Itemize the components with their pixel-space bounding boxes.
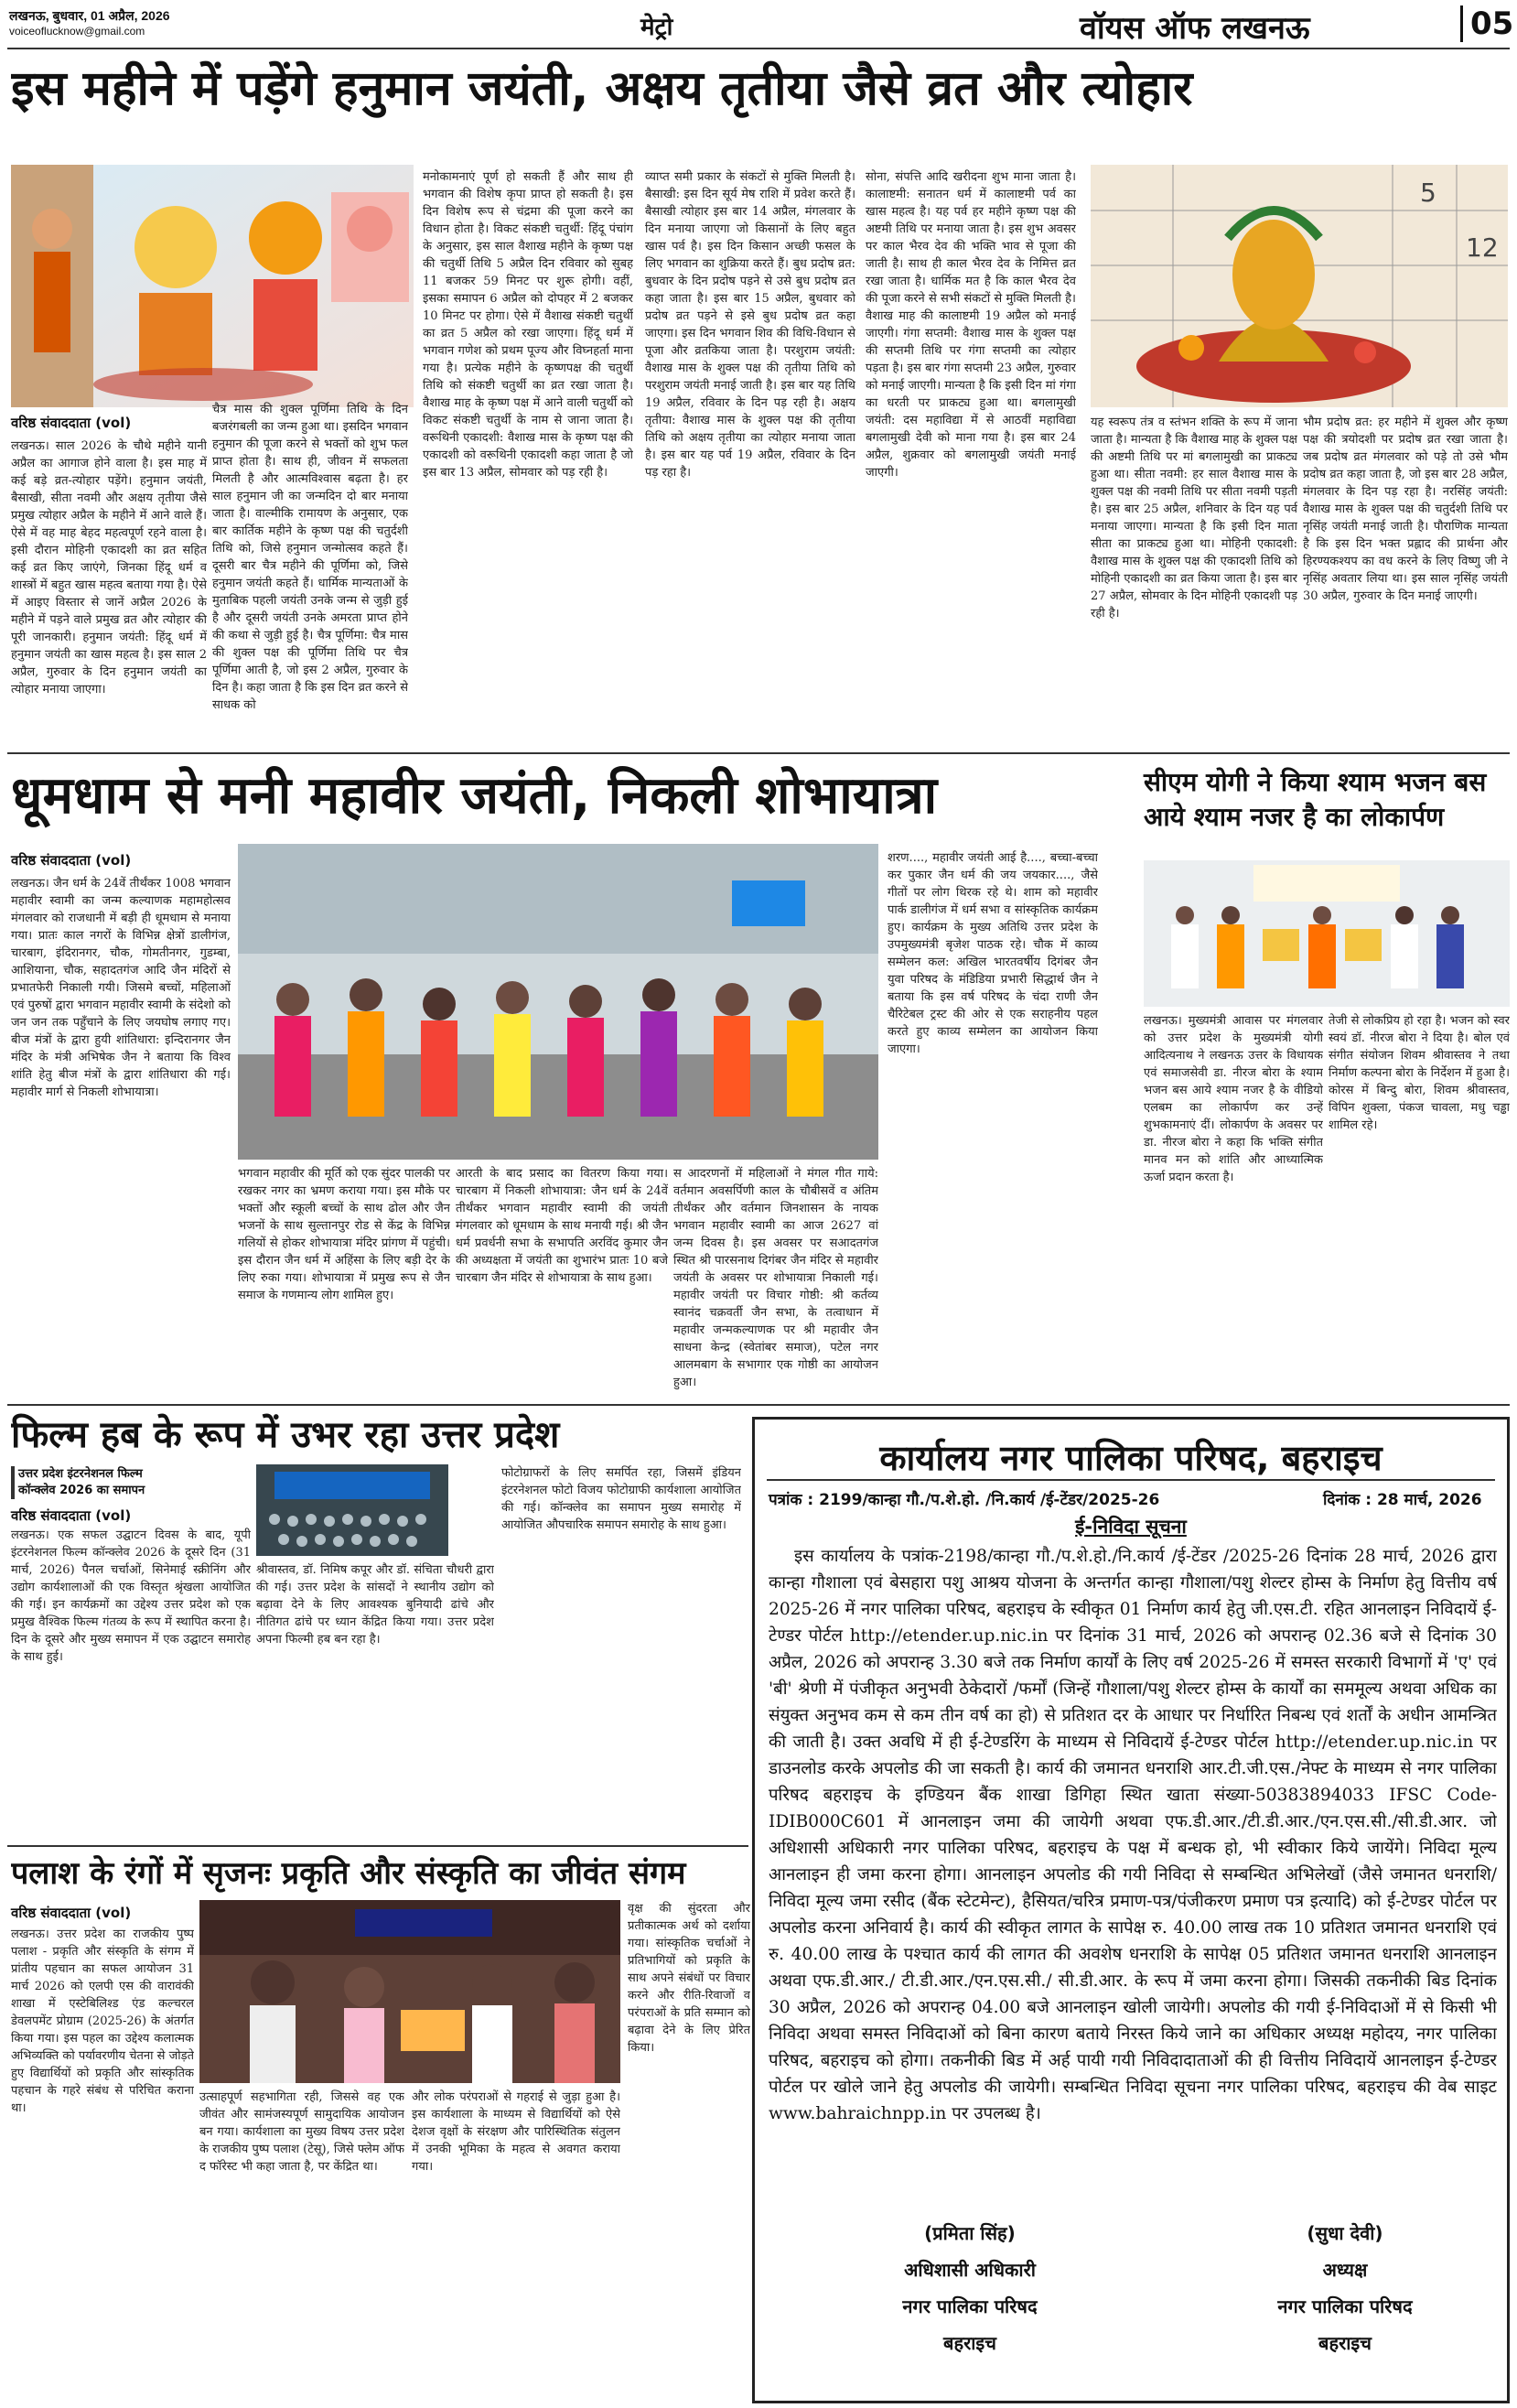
story1-byline: वरिष्ठ संवाददाता (vol) — [11, 415, 132, 431]
story4-byline: वरिष्ठ संवाददाता (vol) — [11, 1905, 132, 1921]
film-conclave-photo — [256, 1464, 448, 1556]
story2-col2: भगवान महावीर की मूर्ति को एक सुंदर पालकी पर रखकर नगर का भ्रमण कराया गया। इस मौके पर भक्तों और स्कूली बच्चों के साथ ढोल और जैन भजनों के साथ सुल्तानपुर रोड से केंद्र के विभिन्न गलियों से होकर शोभायात्रा मंदिर प्रांगण में पहुंची। इस दौरान जैन धर्म में अहिंसा के लिए बड़ी देर के लिए रुका गया। शोभायात्रा में प्रमुख रूप से जैन समाज के गणमान्य लोग शामिल हुए। — [238, 1167, 450, 1302]
mahavir-procession-photo — [238, 844, 878, 1160]
svg-text:5: 5 — [1420, 178, 1436, 208]
signatory-left-org: नगर पालिका परिषद — [902, 2295, 1038, 2317]
header-email[interactable]: voiceoflucknow@gmail.com — [9, 25, 145, 38]
cm-yogi-col2: तेजी से लोकप्रिय हो रहा है। भजन को स्वर स्वयं डॉ. नीरज बोरा ने दिया है। बोल एवं संगीत संयोजन शिवम श्रीवास्तव ने तथा निर्माण कल्पना बोरा के निर्देशन में हुआ है। कोरस में बिन्दु बोरा, शिवम श्रीवास्तव, विपिन शुक्ला, पंकज चावला, मधु चड्ढा शामिल रहे। — [1329, 1014, 1510, 1132]
story1-col4: व्याप्त समी प्रकार के संकटों से मुक्ति मिलती है। बैसाखी: इस दिन सूर्य मेष राशि में प्रवेश करते हैं। बैसाखी त्योहार इस बार 14 अप्रैल, मंगलवार के दिन मनाया जाएगा जो किसानों के लिए बहुत खास पर्व है। इस दिन किसान अच्छी फसल के लिए भगवान का शुक्रिया करते हैं। बुध प्रदोष व्रत: बुधवार के दिन प्रदोष पड़ने से उसे बुध प्रदोष व्रत कहा जाता है। इस बार 15 अप्रैल, बुधवार को प्रदोष व्रत पड़ने से इसे बुध प्रदोष व्रत कहा जाएगा। इस दिन भगवान शिव की विधि-विधान से पूजा और व्रतकिया जाता है। परशुराम जयंती: वैशाख मास के शुक्ल पक्ष की तृतीया तिथि को परशुराम जयंती मनाई जाती है। इस बार यह तिथि 19 अप्रैल, रविवार के दिन पड़ रही है। अक्षय तृतीया: वैशाख मास के शुक्ल पक्ष की तृतीया तिथि को अक्षय तृतीया का त्योहार मनाया जाता है। इस बार यह पर्व 19 अप्रैल, रविवार के दिन पड़ रहा है। — [645, 170, 855, 480]
story1-col7: भौम प्रदोष व्रत: हर महीने में शुक्ल और कृष्ण पक्ष की त्रयोदशी पर प्रदोष व्रत रखा जाता है। जब प्रदोष व्रत मंगलवार को पड़े तो उसे भौम प्रदोष व्रत कहा जाता है, जो इस बार 28 अप्रैल, मंगलवार के दिन पड़ रहा है। नरसिंह जयंती: वैशाख मास के शुक्ल पक्ष की चतुर्दशी तिथि पर नृसिंह जयंती मनाई जाती है। पौराणिक मान्यता है कि इस दिन भक्त प्रह्लाद की प्रार्थना और हिरण्यकश्यप का वध करने के लिए विष्णु जी ने नृसिंह अवतार लिया था। इस साल नृसिंह जयंती 30 अप्रैल, गुरुवार के दिन मनाई जाएगी। — [1303, 416, 1508, 603]
story3-byline: वरिष्ठ संवाददाता (vol) — [11, 1507, 132, 1524]
cm-yogi-launch-photo — [1144, 860, 1510, 1007]
story3-col1: लखनऊ। एक सफल उद्घाटन दिवस के बाद, यूपी इंटरनेशनल फिल्म कॉन्क्लेव 2026 के दूसरे दिन (31 मार्च, 2026) पैनल चर्चाओं, सिनेमाई स्क्रीनिंग और उद्योग कार्यशालाओं की एक विस्तृत श्रृंखला आयोजित की गई। इन कार्यक्रमों का उद्देश्य उत्तर प्रदेश को एक प्रमुख वैश्विक फिल्म गंतव्य के रूप में स्थापित करना है। दिन के दूसरे और मुख्य समापन में एक उद्घाटन समारोह के साथ हुई। — [11, 1528, 251, 1664]
story4-col3: और लोक परंपराओं से गहराई से जुड़ा हुआ है। इस कार्यशाला के माध्यम से विद्यार्थियों को ऐसे देशज वृक्षों के संरक्षण और पारिस्थितिक संतुलन में उनकी भूमिका के महत्व से अवगत कराया गया। — [412, 2090, 620, 2174]
story1-col1: लखनऊ। साल 2026 के चौथे महीने यानी अप्रैल का आगाज होने वाला है। इस माह में कई बड़े व्रत-त्योहार पड़ेंगे। हनुमान जयंती, बैसाखी, सीता नवमी और अक्षय तृतीया जैसे प्रमुख त्योहार अप्रैल के महीने में आने वाले हैं। ऐसे में वह माह बेहद महत्वपूर्ण रहने वाला है। इसी दौरान मोहिनी एकादशी का व्रत सहित कई व्रत किए जाएंगे, जिनका हिंदू धर्म व शास्त्रों में बहुत खास महत्व बताया गया है। ऐसे में आइए विस्तार से जानें अप्रैल 2026 के महीने में पड़ने वाले प्रमुख व्रत और त्योहार की पूरी जानकारी। हनुमान जयंती: हिंदू धर्म में हनुमान जयंती का खास महत्व है। इस साल 2 अप्रैल, गुरुवार के दिन हनुमान जयंती का त्योहार मनाया जाएगा। — [11, 439, 207, 696]
signatory-right-city: बहराइच — [1318, 2332, 1372, 2354]
story2-col1: लखनऊ। जैन धर्म के 24वें तीर्थंकर 1008 भगवान महावीर स्वामी का जन्म कल्याणक महामहोत्सव मंगलवार को राजधानी में बड़ी ही धूमधाम से मनाया गया। प्रातः काल नगरों के विभिन्न क्षेत्रों डालीगंज, चारबाग, इंदिरानगर, चौक, गोमतीनगर, गुडम्बा, आशियाना, चौक, सहादतगंज आदि जैन मंदिरों से प्रभातफेरी निकाली गयी। जिसमे बच्चों, महिलाओं एवं पुरुषों द्वारा भगवान महावीर स्वामी के संदेशो को जन जन तक पहुँचाने के लिए जयघोष लगाए गए। बीज मंत्रों के द्वारा हुयी शांतिधारा: इन्दिरानगर जैन मंदिर के मंत्री अभिषेक जैन ने बताया कि विश्व शांति हेतु बीज मंत्रों के द्वारा शांतिधारा की गई। महावीर मार्ग से निकली शोभायात्रा। — [11, 877, 231, 1099]
svg-text:12: 12 — [1466, 232, 1499, 263]
story1-col5: सोना, संपत्ति आदि खरीदना शुभ माना जाता है। कालाष्टमी: सनातन धर्म में कालाष्टमी पर्व का खास महत्व है। यह पर्व हर महीने कृष्ण पक्ष की अष्टमी तिथि पर मनाया जाता है। इस शुभ अवसर पर काल भैरव देव की भक्ति भाव से पूजा की जाती है। साथ ही काल भैरव देव के निमित्त व्रत रखा जाता है। धार्मिक मत है कि काल भैरव देव की पूजा करने से सभी संकटों से मुक्ति मिलती है। वैशाख माह की कालाष्टमी 19 अप्रैल को मनाई जाएगी। गंगा सप्तमी: वैशाख मास के शुक्ल पक्ष की सप्तमी तिथि पर गंगा सप्तमी का त्योहार पड़ता है। इस बार गंगा सप्तमी 23 अप्रैल, गुरुवार को मनाई जाएगी। मान्यता है कि इसी दिन मां गंगा का धरती पर प्राकट्य हुआ था। बगलामुखी जयंती: दस महाविद्या में से आठवीं महाविद्या बगलामुखी देवी को माना गया है। इस बार 24 अप्रैल, शुक्रवार को बगलामुखी जयंती मनाई जाएगी। — [866, 170, 1076, 480]
signature-left — [823, 2215, 1116, 2361]
story3-headline: फिल्म हब के रूप में उभर रहा उत्तर प्रदेश — [11, 1414, 560, 1456]
section-name: मेट्रो — [640, 14, 673, 41]
story2-col5: स आदरणनों में महिलाओं ने मंगल गीत गाये: वर्तमान अवसर्पिणी काल के चौबीसवें व अंतिम तीर्थंकर और वर्तमान जिनशासन के नायक भगवान महावीर स्वामी का आज 2627 वां जन्म दिवस है। इस अवसर पर सआदतगंज स्थित श्री पारसनाथ दिगंबर जैन मंदिर से महावीर जयंती के अवसर पर शोभायात्रा निकाली गई। महावीर जयंती पर विचार गोष्ठी: श्री कर्तव्य स्वानंद चक्रवर्ती जैन सभा, के तत्वाधान में महावीर जन्मकल्याणक पर श्री महावीर जैन साधना केन्द्र (स्वेतांबर समाज), पटेल नगर आलमबाग के सभागार एक गोष्ठी का आयोजन हुआ। — [673, 1167, 878, 1389]
signatory-right-org: नगर पालिका परिषद — [1277, 2295, 1413, 2317]
cm-yogi-col1: लखनऊ। मुख्यमंत्री आवास पर मंगलवार को उत्तर प्रदेश के मुख्यमंत्री योगी आदित्यनाथ ने लखनऊ उत्तर के विधायक एवं समाजसेवी डा. नीरज बोरा के श्याम भजन बस आये श्याम नजर है के वीडियो एलबम का लोकार्पण कर उन्हें शुभकामनाएं दीं। लोकार्पण के अवसर पर डा. नीरज बोरा ने कहा कि भक्ति संगीत मानव मन को शांति और आध्यात्मिक ऊर्जा प्रदान करता है। — [1144, 1014, 1323, 1184]
hanuman-festival-photo — [11, 165, 414, 407]
palash-workshop-photo — [199, 1900, 620, 2083]
story3-tag: उत्तर प्रदेश इंटरनेशनल फिल्म कॉन्क्लेव 2026 का समापन — [11, 1466, 157, 1499]
divider-2 — [7, 1404, 1510, 1406]
cm-yogi-headline: सीएम योगी ने किया श्याम भजन बस आये श्याम नजर है का लोकार्पण — [1144, 767, 1487, 832]
story1-headline: इस महीने में पड़ेंगे हनुमान जयंती, अक्षय तृतीया जैसे व्रत और त्योहार — [11, 61, 1193, 116]
story2-headline: धूमधाम से मनी महावीर जयंती, निकली शोभायात्रा — [11, 766, 938, 826]
story1-col6: यह स्वरूप तंत्र व स्तंभन शक्ति के रूप में जाना जाता है। मान्यता है कि वैशाख माह के शुक्ल पक्ष की अष्टमी तिथि पर मां बगलामुखी का प्राकट्य हुआ था। सीता नवमी: हर साल वैशाख मास के शुक्ल पक्ष की नवमी तिथि पर सीता नवमी पड़ती है। इस बार 25 अप्रैल, शनिवार के दिन यह पर्व मनाया जाएगा। मान्यता है कि इसी दिन माता सीता का प्राकट्य हुआ था। मोहिनी एकादशी: वैशाख मास के शुक्ल पक्ष की एकादशी तिथि को मोहिनी एकादशी का व्रत किया जाता है। इस बार 27 अप्रैल, सोमवार के दिन मोहिनी एकादशी पड़ रही है। — [1091, 416, 1297, 621]
story2-col3: आरती के बाद प्रसाद का वितरण किया गया। चारबाग में निकली शोभायात्रा: जैन धर्म के 24वें तीर्थंकर भगवान महावीर स्वामी की जयंती मंगलवार को धूमधाम के साथ मनायी गई। श्री जैन धर्म प्रवर्धनी सभा के सभापति अरविंद कुमार जैन की अध्यक्षता में जयंती का शुभारंभ प्रातः 10 बजे चारबाग जैन मंदिर से शोभायात्रा के साथ हुआ। — [456, 1167, 668, 1285]
story3-col2: श्रीवास्तव, डॉ. निमिष कपूर और डॉ. संचिता चौधरी द्वारा की गई। उत्तर प्रदेश के सांसदों ने स्थानीय उद्योग को बढ़ावा देने के लिए आवश्यक बुनियादी ढांचे और नीतिगत ढांचे पर ध्यान केंद्रित किया गया। उत्तर प्रदेश अपना फिल्मी हब बन रहा है। — [256, 1563, 494, 1647]
signatory-left-name: (प्रमिता सिंह) — [924, 2222, 1016, 2244]
signatory-left-city: बहराइच — [943, 2332, 996, 2354]
page-number: 05 — [1460, 5, 1513, 42]
story1-col3: मनोकामनाएं पूर्ण हो सकती हैं और साथ ही भगवान की विशेष कृपा प्राप्त हो सकती है। इस दिन विशेष रूप से चंद्रमा की पूजा करने का विधान होता है। विकट संकष्टी चतुर्थी: हिंदू पंचांग के अनुसार, इस साल वैशाख महीने के कृष्ण पक्ष की चतुर्थी तिथि 5 अप्रैल दिन रविवार को सुबह 11 बजकर 59 मिनट पर शुरू होगी। वहीं, इसका समापन 6 अप्रैल को दोपहर में 2 बजकर 10 मिनट पर होगा। ऐसे में वैशाख संकष्टी चतुर्थी का व्रत 5 अप्रैल को रखा जाएगा। हिंदू धर्म में भगवान गणेश को प्रथम पूज्य और विघ्नहर्ता माना गया है। प्रत्येक महीने के कृष्णपक्ष की चतुर्थी तिथि को संकष्टी चतुर्थी का व्रत रखा जाता है। वैशाख माह के कृष्ण पक्ष में आने वाली चतुर्थी को विकट संकष्टी चतुर्थी के नाम से जाना जाता है। वरूथिनी एकादशी: वैशाख मास के कृष्ण पक्ष की एकादशी को वरूथिनी एकादशी कहा जाता है जो इस बार 13 अप्रैल, सोमवार को पड़ रही है। — [423, 170, 633, 480]
story2-col4-text: शरण...., महावीर जयंती आई है...., बच्चा-बच्चा कर पुकार जैन धर्म की जय जयकार...., जैसे गीतों पर लोग थिरक रहे थे। शाम को महावीर पार्क डालीगंज में धर्म सभा व सांस्कृतिक कार्यक्रम हुए। कार्यक्रम के मुख्य अतिथि उत्तर प्रदेश के उपमुख्यमंत्री बृजेश पाठक रहे। चौक में काव्य सम्मेलन कल: अखिल भारतवर्षीय दिगंबर जैन युवा परिषद के मंडिडिया प्रभारी सिद्धार्थ जैन ने बताया कि इस वर्ष परिषद के चंदा राणी जैन चैरिटेबल ट्रस्ट की ओर से एक सराहनीय पहल करते हुए काव्य सम्मेलन का आयोजन किया जाएगा। — [888, 851, 1098, 1056]
notice-title: कार्यालय नगर पालिका परिषद, बहराइच — [879, 1438, 1383, 1478]
notice-subtitle: ई-निविदा सूचना — [1075, 1516, 1187, 1538]
notice-title-rule — [767, 1479, 1495, 1481]
story4-col1: लखनऊ। उत्तर प्रदेश का राजकीय पुष्प पलाश - प्रकृति और संस्कृति के संगम में प्रांतीय पहचान का सफल आयोजन 31 मार्च 2026 को एलपी एस की वारावंकी शाखा में एस्टेबिलिश्ड एंड कल्चरल डेवलपमेंट प्रोग्राम (2025-26) के अंतर्गत किया गया। इस पहल का उद्देश्य कलात्मक अभिव्यक्ति को पर्यावरणीय चेतना से जोड़ते हुए विद्यार्थियों को प्रकृति और सांस्कृतिक पहचान के गहरे संबंध से परिचित कराना था। — [11, 1927, 194, 2115]
header-date: लखनऊ, बुधवार, 01 अप्रैल, 2026 — [9, 8, 170, 23]
story3-col3: फोटोग्राफरों के लिए समर्पित रहा, जिसमें इंडियन इंटरनेशनल फोटो विजय फोटोग्राफी कार्यशाला आयोजित की गई। कॉन्क्लेव का समापन मुख्य समारोह में आयोजित औपचारिक समापन समारोह के साथ हुआ। — [501, 1466, 741, 1532]
notice-ref: पत्रांक : 2199/कान्हा गौ./प.शे.हो. /नि.कार्य /ई-टेंडर/2025-26 — [769, 1491, 1160, 1509]
story4-col4: वृक्ष की सुंदरता और प्रतीकात्मक अर्थ को दर्शाया गया। सांस्कृतिक चर्चाओं ने प्रतिभागियों को प्रकृति के साथ अपने संबंधों पर विचार करने और रीति-रिवाजों व परंपराओं के प्रति सम्मान को बढ़ावा देने के लिए प्रेरित किया। — [628, 1902, 750, 2055]
signatory-right-name: (सुधा देवी) — [1307, 2222, 1383, 2244]
divider-1 — [7, 752, 1510, 754]
story4-col2: उत्साहपूर्ण सहभागिता रही, जिससे वह एक जीवंत और सामंजस्यपूर्ण सामुदायिक आयोजन बन गया। कार्यशाला का मुख्य विषय उत्तर प्रदेश के राजकीय पुष्प पलाश (टेसू), जिसे फ्लेम ऑफ द फॉरेस्ट भी कहा जाता है, पर केंद्रित था। — [199, 2090, 404, 2174]
signature-right — [1199, 2215, 1491, 2361]
notice-body: इस कार्यालय के पत्रांक-2198/कान्हा गौ./प.शे.हो./नि.कार्य /ई-टेंडर /2025-26 दिनांक 28 मार्च, 2026 द्वारा कान्हा गौशाला एवं बेसहारा पशु आश्रय योजना के अन्तर्गत कान्हा गौशाला/पशु शेल्टर होम्स के निर्माण हेतु वित्तीय वर्ष 2025-26 में नगर पालिका परिषद, बहराइच के स्वीकृत 01 निर्माण कार्य हेतु जी.एस.टी. रहित आनलाइन निविदायें ई-टेण्डर पोर्टल http://etender.up.nic.in पर दिनांक 31 मार्च, 2026 को अपरान्ह 02.36 बजे से दिनांक 30 अप्रैल, 2026 को अपरान्ह 3.30 बजे तक निर्माण कार्यों के लिए वर्ष 2025-26 में समस्त सरकारी विभागों में 'ए' एवं 'बी' श्रेणी में पंजीकृत अनुभवी ठेकेदारों /फर्मों (जिन्हें गौशाला/पशु शेल्टर होम्स के कार्यों का सममूल्य अथवा अधिक का संयुक्त अनुभव कम से कम तीन वर्ष का हो) से प्रतिशत दर के आधार पर निर्धारित निबन्ध एवं शर्तों के अधीन आमन्त्रित की जाती है। उक्त अवधि में ही ई-टेण्डरिंग के माध्यम से निविदायें ई-टेण्डर पोर्टल http://etender.up.nic.in पर डाउनलोड करके अपलोड की जा सकती है। कार्य की जमानत धनराशि आर.टी.जी.एस./नेफ्ट के माध्यम से नगर पालिका परिषद बहराइच के इण्डियन बैंक शाखा डिगिहा स्थित खाता संख्या-50383894033 IFSC Code- IDIB000C601 में आनलाइन जमा की जायेगी अथवा एफ.डी.आर./टी.डी.आर./एन.एस.सी./सी.डी.आर. जो अधिशासी अधिकारी नगर पालिका परिषद, बहराइच के पक्ष में बन्धक हो, भी स्वीकार किये जायेंगे। निविदा मूल्य आनलाइन ही जमा करना होगा। आनलाइन अपलोड की गयी निविदा से सम्बन्धित अभिलेखों (जैसे जमानत धनराशि/निविदा मूल्य जमा रसीद (बैंक स्टेटमेन्ट), हैसियत/चरित्र प्रमाण-पत्र/पंजीकरण प्रमाण पत्र इत्यादि) को ई-टेण्डर पोर्टल पर अपलोड करना अनिवार्य है। कार्य की स्वीकृत लागत के सापेक्ष रु. 40.00 लाख तक 10 प्रतिशत जमानत धनराशि एवं रु. 40.00 लाख के पश्चात कार्य की लागत की अवशेष धनराशि के सापेक्ष 05 प्रतिशत जमानत धनराशि आनलाइन अथवा एफ.डी.आर./ टी.डी.आर./एन.एस.सी./ सी.डी.आर. के रूप में जमा करना होगा। जिसकी तकनीकी बिड दिनांक 30 अप्रैल, 2026 को अपरान्ह 04.00 बजे आनलाइन खोली जायेगी। अपलोड की गयी ई-निविदाओं में से किसी भी निविदा अथवा समस्त निविदाओं को बिना कारण बताये निरस्त किये जाने का अधिकार अध्यक्ष महोदय, नगर पालिका परिषद, बहराइच को होगा। तकनीकी बिड में अर्ह पायी गयी निविदादाताओं की ही वित्तीय निविदायें आनलाइन ई-टेण्डर पोर्टल पर खोले जाने हेतु अपलोड की जायेगी। सम्बन्धित निविदा सूचना नगर पालिका परिषद, बहराइच की वेब साइट www.bahraichnpp.in पर उपलब्ध है। — [769, 1547, 1497, 2123]
story1-col2: चैत्र मास की शुक्ल पूर्णिमा तिथि के दिन बजरंगबली का जन्म हुआ था। इसदिन भगवान हनुमान की पूजा करने से भक्तों को शुभ फल प्राप्त होता है। साथ ही, जीवन में सफलता मिलती है और आत्मविश्वास बढ़ता है। हर साल हनुमान जी का जन्मदिन दो बार मनाया जाता है। वाल्मीकि रामायण के अनुसार, एक बार कार्तिक महीने के कृष्ण पक्ष की चतुर्दशी तिथि को, जिसे हनुमान जन्मोत्सव कहते हैं। दूसरी बार चैत्र महीने की पूर्णिमा को, जिसे हनुमान जयंती कहते हैं। धार्मिक मान्यताओं के मुताबिक पहली जयंती उनके जन्म से जुड़ी हुई है और दूसरी जयंती उनके अमरता प्राप्त होने की कथा से जुड़ी हुई है। चैत्र पूर्णिमा: चैत्र मास की शुक्ल पक्ष की पूर्णिमा तिथि पर चैत्र पूर्णिमा आती है, जो इस 2 अप्रैल, गुरुवार के दिन है। कहा जाता है कि इस दिन व्रत करने से साधक को — [212, 403, 408, 712]
signatory-left-role: अधिशासी अधिकारी — [904, 2259, 1036, 2281]
notice-date: दिनांक : 28 मार्च, 2026 — [1323, 1491, 1482, 1509]
kalash-calendar-photo — [1091, 165, 1508, 407]
header-rule — [7, 48, 1510, 49]
signatory-right-role: अध्यक्ष — [1322, 2259, 1368, 2281]
story4-headline: पलाश के रंगों में सृजनः प्रकृति और संस्कृति का जीवंत संगम — [11, 1855, 686, 1892]
divider-3 — [7, 1845, 748, 1847]
brand-logo: वॉयस ऑफ लखनऊ — [1080, 10, 1310, 47]
story2-byline: वरिष्ठ संवाददाता (vol) — [11, 852, 132, 869]
